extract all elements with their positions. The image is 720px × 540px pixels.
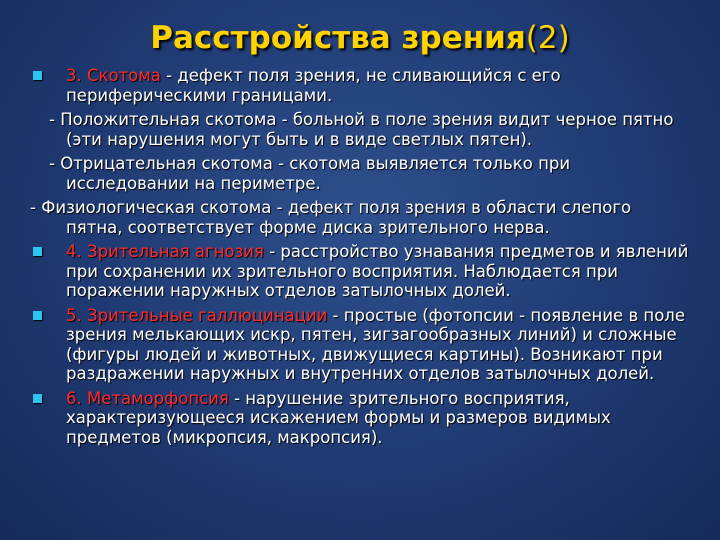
item-text: - Положительная скотома - больной в поле зрения видит черное пятно (эти нарушения могут быть и в виде светлых пятен). [49,110,674,149]
list-item-agnosia [30,242,690,301]
square-bullet-icon [33,247,42,256]
item-text: - нарушение зрительного восприятия, характеризующееся искажением формы и размеров видимых предметов (микропсия, макропсия). [66,388,611,447]
title-main: Расстройства зрения [150,20,526,56]
list-item-scotoma [30,66,690,105]
square-bullet-icon [33,394,42,403]
item-text: - простые (фотопсии - появление в поле зрения мелькающих искр, пятен, зигзагообразных линий) и сложные (фигуры людей и животных, движущиеся картины). Возникают при раздражении наружных и внутренних отделов затылочных долей. [66,305,686,383]
item-heading: 5. Зрительные галлюцинации [66,305,328,325]
item-text: - Отрицательная скотома - скотома выявляется только при исследовании на периметре. [49,154,571,193]
title-suffix: (2) [525,20,570,56]
content-body [30,66,690,452]
square-bullet-icon [33,311,42,320]
item-text: - дефект поля зрения, не сливающийся с его периферическими границами. [66,66,561,105]
item-heading: 4. Зрительная агнозия [66,242,264,261]
list-item-metamorphopsia [30,389,690,448]
slide-title [0,18,720,58]
item-text: - расстройство узнавания предметов и явлений при сохранении их зрительного восприятия. Наблюдается при поражении наружных отделов затылочных долей. [66,242,689,300]
sub-item-positive-scotoma [30,110,690,149]
item-heading: 6. Метаморфопсия [66,388,229,408]
square-bullet-icon [33,71,42,80]
item-text: - Физиологическая скотома - дефект поля зрения в области слепого пятна, соответствует форме диска зрительного нерва. [30,198,632,237]
list-item-hallucinations [30,306,690,384]
sub-item-physiological-scotoma [30,198,690,237]
item-heading: 3. Скотома [66,66,161,85]
sub-item-negative-scotoma [30,154,690,193]
